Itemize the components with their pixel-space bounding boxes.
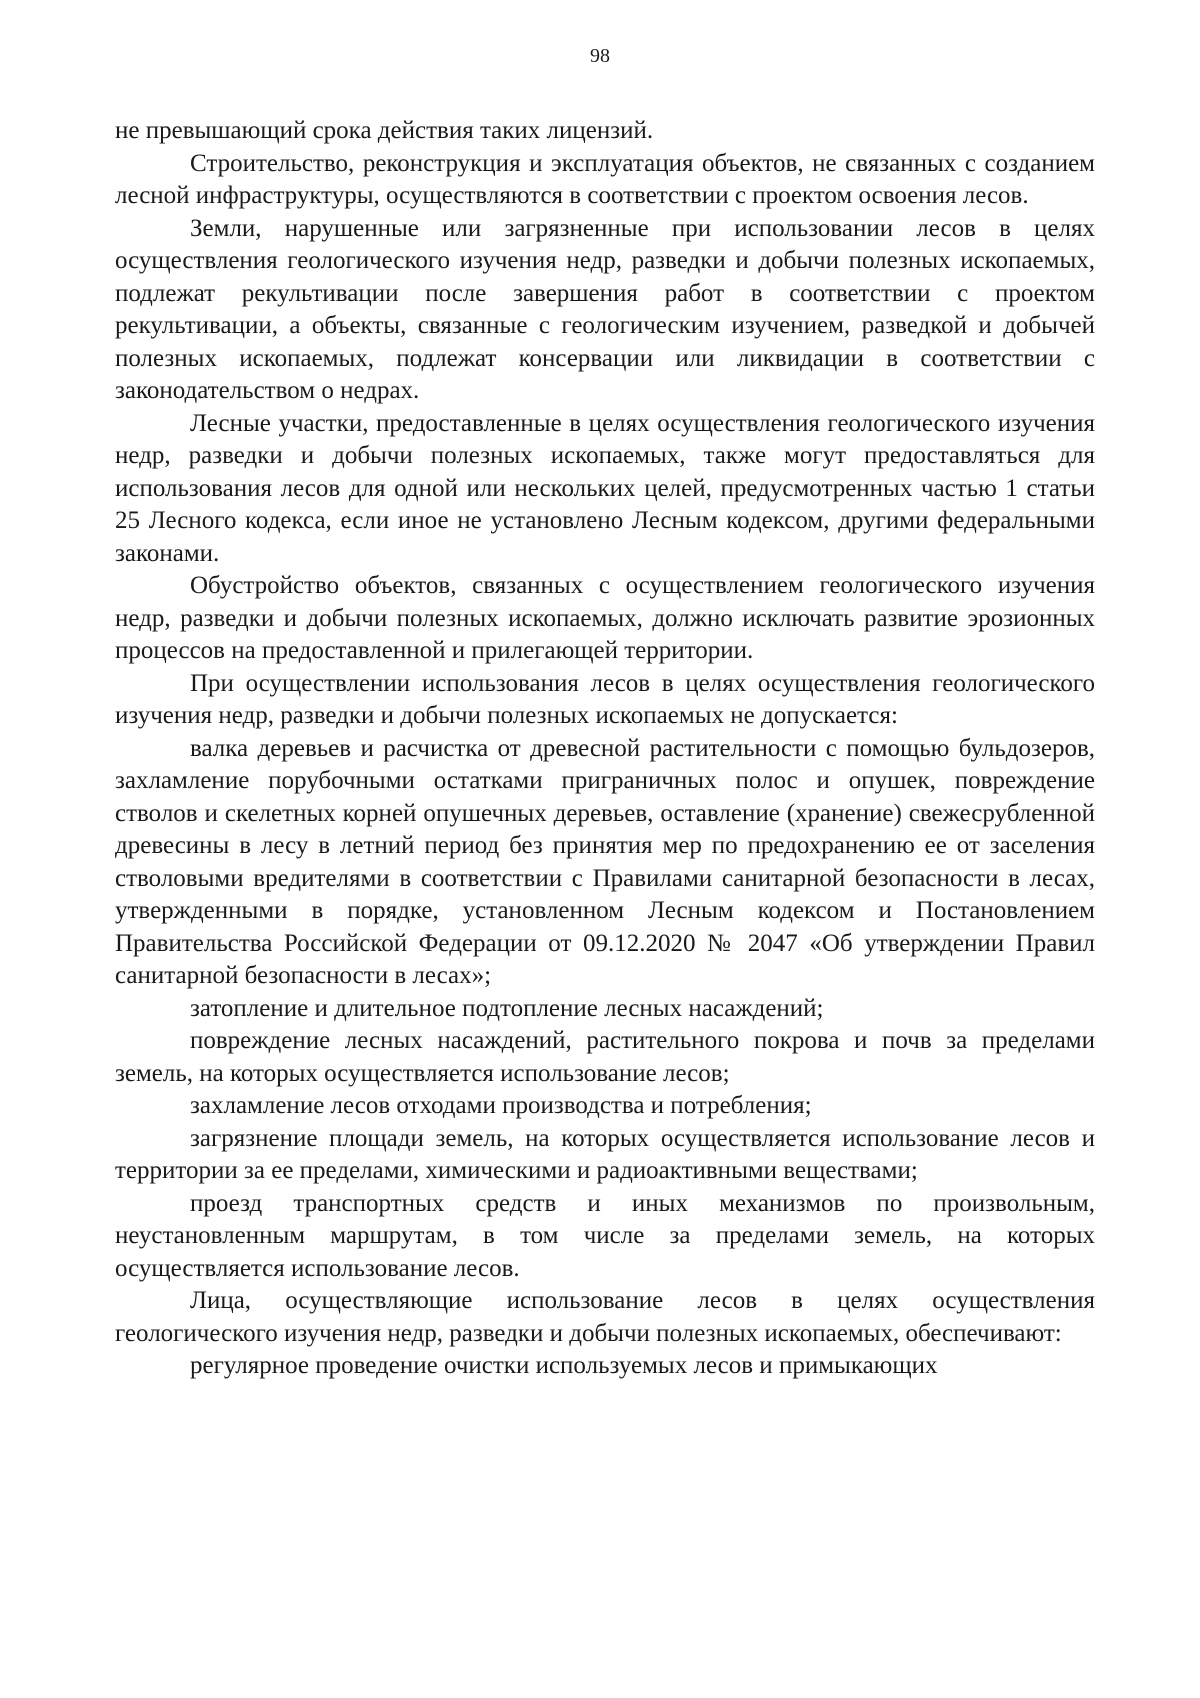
list-item-cleaning: регулярное проведение очистки используемых лесов и примыкающих xyxy=(190,1352,938,1379)
paragraph-forest-plots: Лесные участки, предоставленные в целях осуществления геологического изучения недр, разведки и добычи полезных ископаемых, также могут предоставляться для использования лесов для одной или нескольких целей, предусмотренных частью 1 статьи 25 Лесного кодекса, если иное не установлено Лесным кодексом, другими федеральными законами. xyxy=(115,409,1095,567)
list-item-littering: захламление лесов отходами производства и потребления; xyxy=(190,1092,812,1119)
paragraph-prohibitions-intro: При осуществлении использования лесов в целях осуществления геологического изучения недр, разведки и добычи полезных ископаемых не допускается: xyxy=(115,669,1095,729)
list-item-vehicles: проезд транспортных средств и иных механизмов по произвольным, неустановленным маршрутам, в том числе за пределами земель, на которых осуществляется использование лесов. xyxy=(115,1189,1095,1282)
paragraph-obligations-intro: Лица, осуществляющие использование лесов в целях осуществления геологического изучения недр, разведки и добычи полезных ископаемых, обеспечивают: xyxy=(115,1287,1095,1347)
list-item-pollution: загрязнение площади земель, на которых осуществляется использование лесов и территории за ее пределами, химическими и радиоактивными веществами; xyxy=(115,1124,1095,1184)
paragraph-land-reclamation: Земли, нарушенные или загрязненные при использовании лесов в целях осуществления геологического изучения недр, разведки и добычи полезных ископаемых, подлежат рекультивации после завершения работ в соответствии с проектом рекультивации, а объекты, связанные с геологическим изучением, разведкой и добычей полезных ископаемых, подлежат консервации или ликвидации в соответствии с законодательством о недрах. xyxy=(115,214,1095,404)
paragraph-continuation: не превышающий срока действия таких лицензий. xyxy=(115,117,654,144)
list-item-felling: валка деревьев и расчистка от древесной растительности с помощью бульдозеров, захламление порубочными остатками приграничных полос и опушек, повреждение стволов и скелетных корней опушечных деревьев, оставление (хранение) свежесрубленной древесины в лесу в летний период без принятия мер по предохранению ее от заселения стволовыми вредителями в соответствии с Правилами санитарной безопасности в лесах, утвержденными в порядке, установленном Лесным кодексом и Постановлением Правительства Российской Федерации от 09.12.2020 № 2047 «Об утверждении Правил санитарной безопасности в лесах»; xyxy=(115,734,1095,989)
list-item-flooding: затопление и длительное подтопление лесных насаждений; xyxy=(190,994,824,1022)
page-number: 98 xyxy=(590,45,610,67)
document-body xyxy=(115,115,1095,1383)
paragraph-erosion: Обустройство объектов, связанных с осуществлением геологического изучения недр, разведки и добычи полезных ископаемых, должно исключать развитие эрозионных процессов на предоставленной и прилегающей территории. xyxy=(115,572,1095,664)
list-item-damage: повреждение лесных насаждений, растительного покрова и почв за пределами земель, на которых осуществляется использование лесов; xyxy=(115,1027,1095,1087)
paragraph-construction: Строительство, реконструкция и эксплуатация объектов, не связанных с созданием лесной инфраструктуры, осуществляются в соответствии с проектом освоения лесов. xyxy=(115,149,1095,209)
